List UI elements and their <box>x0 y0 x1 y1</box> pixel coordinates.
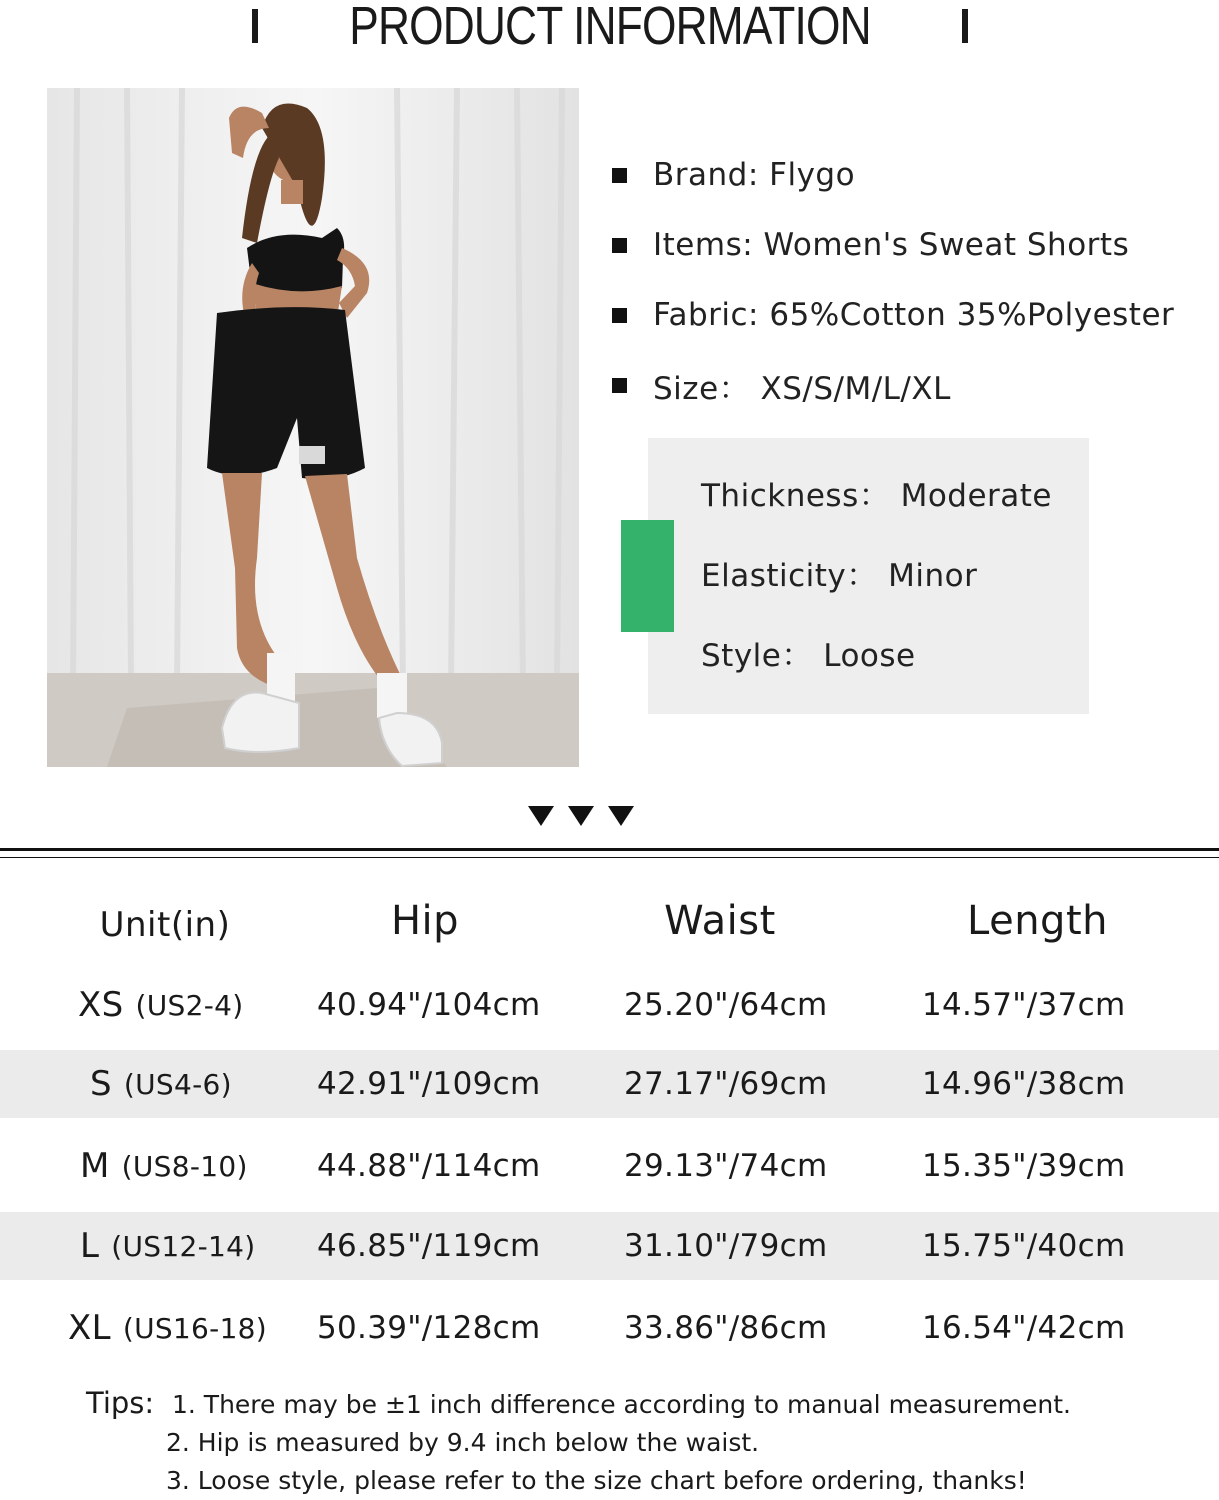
size-label: S <box>90 1064 112 1104</box>
us-size-label: (US2-4) <box>135 988 244 1022</box>
triangle-down-icon <box>608 806 634 826</box>
table-row <box>0 1212 1219 1280</box>
size-cell <box>80 1132 248 1200</box>
hip-cell: 44.88"/114cm <box>317 1148 541 1184</box>
accent-bar <box>621 520 674 632</box>
tip-item: 2. Hip is measured by 9.4 inch below the waist. <box>166 1428 760 1457</box>
table-row <box>0 1132 1219 1200</box>
spec-fabric <box>612 280 1212 350</box>
length-cell: 15.75"/40cm <box>922 1228 1126 1264</box>
us-size-label: (US16-18) <box>122 1311 268 1345</box>
table-row <box>0 1294 1219 1362</box>
triangle-down-icon <box>528 806 554 826</box>
attr-style: Style： Loose <box>701 638 916 674</box>
hip-cell: 46.85"/119cm <box>317 1228 541 1264</box>
size-label: L <box>80 1226 100 1266</box>
table-row <box>0 971 1219 1039</box>
hip-cell: 40.94"/104cm <box>317 987 541 1023</box>
spec-text: Items: Women's Sweat Shorts <box>653 227 1130 263</box>
size-cell <box>68 1294 267 1362</box>
size-cell <box>78 971 243 1039</box>
bullet-square-icon <box>612 378 627 393</box>
page-title: PRODUCT INFORMATION <box>348 0 871 56</box>
size-label: XS <box>78 985 124 1025</box>
attr-elasticity: Elasticity： Minor <box>701 558 978 594</box>
waist-cell: 29.13"/74cm <box>624 1148 828 1184</box>
length-cell: 14.57"/37cm <box>922 987 1126 1023</box>
header-left-bar <box>252 9 258 43</box>
us-size-label: (US12-14) <box>111 1229 256 1263</box>
product-photo <box>47 88 579 767</box>
spec-brand <box>612 140 1212 210</box>
col-header-unit: Unit(in) <box>99 905 231 945</box>
us-size-label: (US8-10) <box>121 1149 248 1183</box>
length-cell: 14.96"/38cm <box>922 1066 1126 1102</box>
length-cell: 15.35"/39cm <box>922 1148 1126 1184</box>
tips-label: Tips: <box>86 1386 155 1420</box>
waist-cell: 31.10"/79cm <box>624 1228 828 1264</box>
spec-text: Size： XS/S/M/L/XL <box>653 370 951 407</box>
bullet-square-icon <box>612 238 627 253</box>
size-label: M <box>80 1146 110 1186</box>
down-arrows-icon <box>528 806 634 830</box>
bullet-square-icon <box>612 308 627 323</box>
length-cell: 16.54"/42cm <box>922 1310 1126 1346</box>
divider-thick <box>0 848 1219 851</box>
size-cell <box>90 1050 232 1118</box>
spec-items <box>612 210 1212 280</box>
divider-thin <box>0 857 1219 858</box>
attribute-panel <box>648 438 1089 714</box>
header-right-bar <box>962 9 968 43</box>
tip-item: 1. There may be ±1 inch difference according to manual measurement. <box>172 1390 1071 1419</box>
page-header <box>0 0 1219 58</box>
hip-cell: 42.91"/109cm <box>317 1066 541 1102</box>
tip-item: 3. Loose style, please refer to the size chart before ordering, thanks! <box>166 1466 1027 1495</box>
bullet-square-icon <box>612 168 627 183</box>
us-size-label: (US4-6) <box>123 1067 232 1101</box>
triangle-down-icon <box>568 806 594 826</box>
size-label: XL <box>68 1308 111 1348</box>
table-row <box>0 1050 1219 1118</box>
waist-cell: 33.86"/86cm <box>624 1310 828 1346</box>
hip-cell: 50.39"/128cm <box>317 1310 541 1346</box>
waist-cell: 25.20"/64cm <box>624 987 828 1023</box>
spec-list <box>612 140 1212 420</box>
waist-cell: 27.17"/69cm <box>624 1066 828 1102</box>
size-cell <box>80 1212 255 1280</box>
spec-text: Brand: Flygo <box>653 157 856 193</box>
attr-thickness: Thickness： Moderate <box>701 478 1052 514</box>
col-header-waist: Waist <box>664 898 776 944</box>
col-header-length: Length <box>967 898 1108 944</box>
spec-text: Fabric: 65%Cotton 35%Polyester <box>653 297 1175 333</box>
spec-size <box>612 350 1212 420</box>
col-header-hip: Hip <box>390 898 460 944</box>
